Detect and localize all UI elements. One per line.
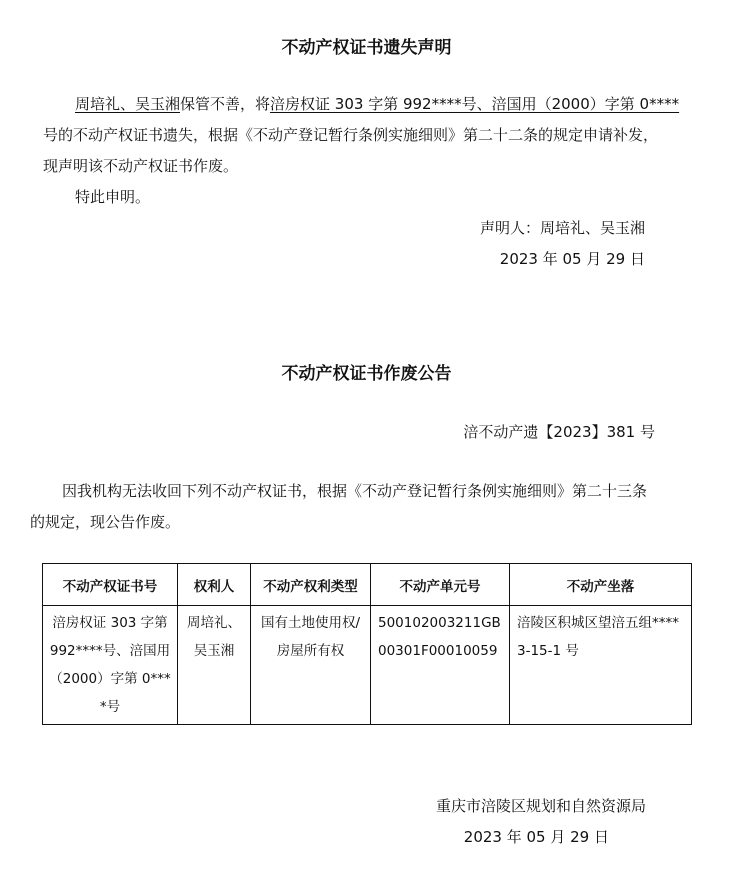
statement-signer: 声明人：周培礼、吴玉湘 — [479, 219, 645, 237]
statement-line-4: 特此申明。 — [75, 188, 151, 206]
statement-cert-numbers: 涪房权证 303 字第 992****号、涪国用（2000）字第 0**** — [270, 95, 680, 113]
cell-right-type: 国有土地使用权/房屋所有权 — [251, 606, 371, 725]
cell-location: 涪陵区积城区望涪五组****3-15-1 号 — [510, 606, 692, 725]
statement-line-3: 现声明该不动产权证书作废。 — [43, 157, 239, 175]
notice-line-2: 的规定，现公告作废。 — [30, 513, 181, 531]
statement-line-1-mid: 保管不善，将 — [180, 95, 271, 113]
header-cert-no: 不动产权证书号 — [43, 564, 178, 606]
statement-line-1 — [75, 89, 679, 120]
statement-title: 不动产权证书遗失声明 — [281, 38, 452, 58]
table-row — [43, 606, 692, 725]
void-certificate-table — [42, 563, 692, 725]
header-location: 不动产坐落 — [510, 564, 692, 606]
notice-doc-number: 涪不动产遗【2023】381 号 — [463, 423, 655, 441]
notice-title: 不动产权证书作废公告 — [281, 364, 452, 384]
header-unit-no: 不动产单元号 — [371, 564, 510, 606]
cell-holder: 周培礼、吴玉湘 — [178, 606, 251, 725]
header-holder: 权利人 — [178, 564, 251, 606]
table-header-row — [43, 564, 692, 606]
notice-issuer: 重庆市涪陵区规划和自然资源局 — [435, 797, 646, 815]
notice-date: 2023 年 05 月 29 日 — [463, 828, 609, 846]
header-right-type: 不动产权利类型 — [251, 564, 371, 606]
cell-cert-no: 涪房权证 303 字第 992****号、涪国用（2000）字第 0****号 — [43, 606, 178, 725]
notice-line-1: 因我机构无法收回下列不动产权证书，根据《不动产登记暂行条例实施细则》第二十三条 — [62, 482, 648, 500]
statement-line-2: 号的不动产权证书遗失，根据《不动产登记暂行条例实施细则》第二十二条的规定申请补发， — [43, 126, 659, 144]
statement-names: 周培礼、吴玉湘 — [75, 95, 181, 113]
cell-unit-no: 500102003211GB00301F00010059 — [371, 606, 510, 725]
statement-date: 2023 年 05 月 29 日 — [499, 250, 645, 268]
